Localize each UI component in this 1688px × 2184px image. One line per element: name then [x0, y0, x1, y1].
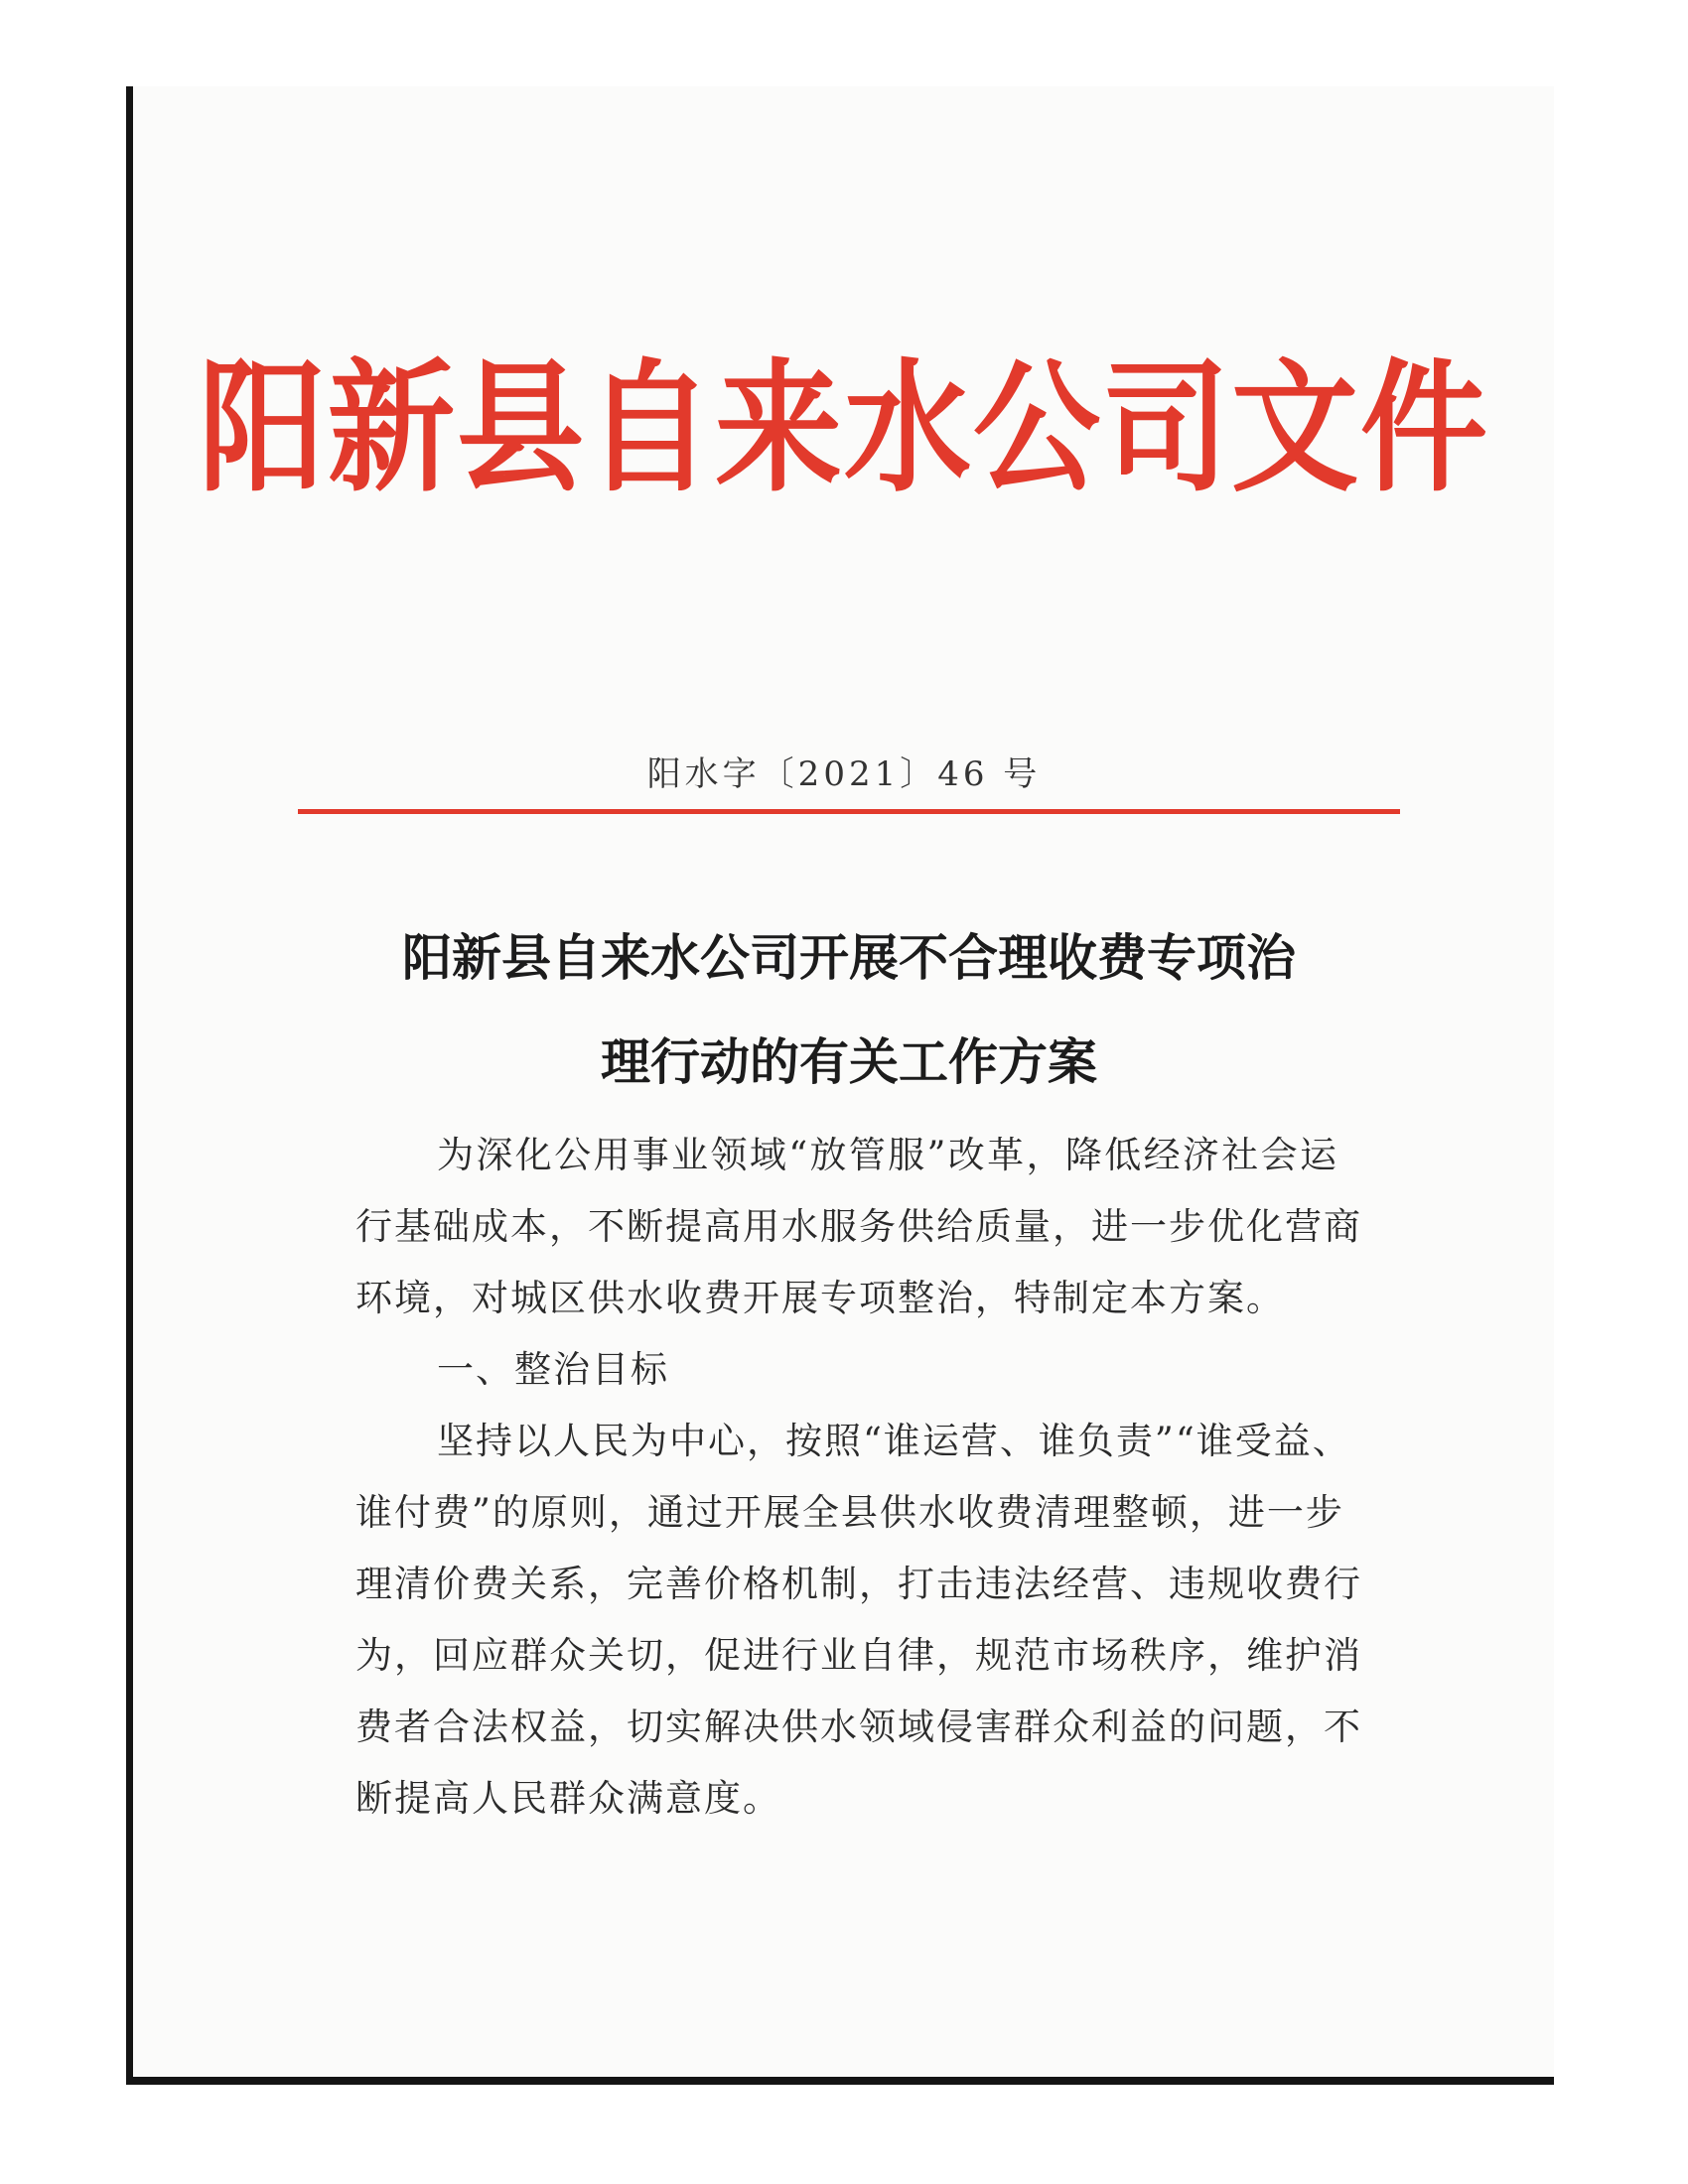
- paragraph-line: 费者合法权益，切实解决供水领域侵害群众利益的问题，不: [355, 1706, 1362, 1748]
- paragraph-line: 坚持以人民为中心，按照“谁运营、谁负责”“谁受益、: [437, 1420, 1351, 1462]
- paragraph-line: 为，回应群众关切，促进行业自律，规范市场秩序，维护消: [355, 1634, 1362, 1677]
- org-file-title: 阳新县自来水公司文件: [198, 344, 1489, 512]
- paragraph-line: 为深化公用事业领域“放管服”改革，降低经济社会运: [437, 1134, 1338, 1176]
- document-title-line-1: 阳新县自来水公司开展不合理收费专项治: [402, 929, 1296, 987]
- red-divider-line: [298, 809, 1400, 814]
- document-number: 阳水字〔2021〕46 号: [646, 754, 1042, 794]
- paragraph-line: 环境，对城区供水收费开展专项整治，特制定本方案。: [355, 1277, 1285, 1319]
- document-title-line-2: 理行动的有关工作方案: [601, 1033, 1097, 1091]
- section-heading: 一、整治目标: [437, 1348, 669, 1391]
- paragraph-line: 谁付费”的原则，通过开展全县供水收费清理整顿，进一步: [355, 1491, 1344, 1534]
- paragraph-line: 行基础成本，不断提高用水服务供给质量，进一步优化营商: [355, 1205, 1362, 1248]
- paragraph-line: 理清价费关系，完善价格机制，打击违法经营、违规收费行: [355, 1563, 1362, 1605]
- paragraph-line: 断提高人民群众满意度。: [355, 1777, 781, 1820]
